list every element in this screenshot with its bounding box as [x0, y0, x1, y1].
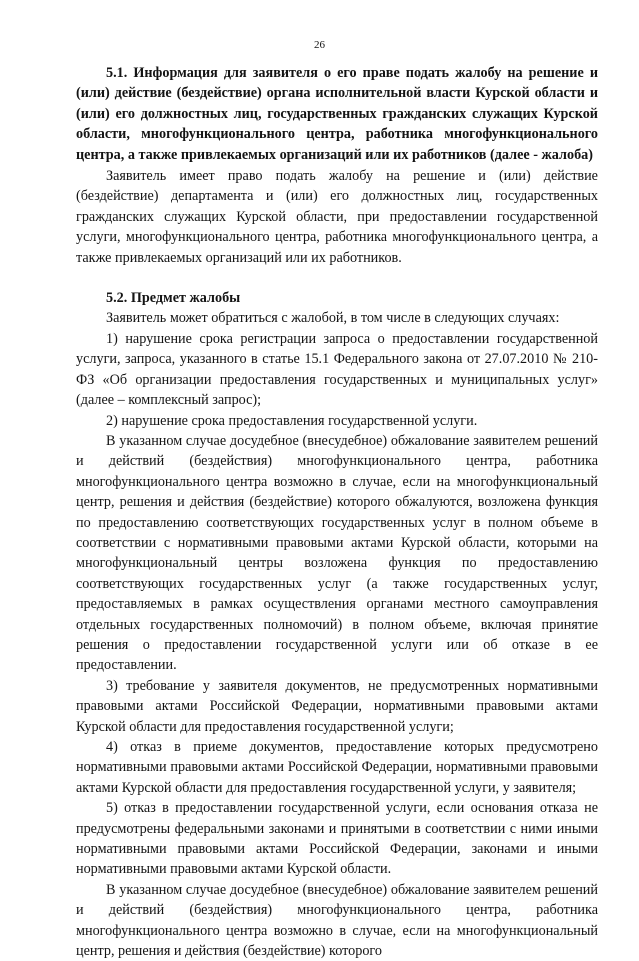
- list-item-4: 4) отказ в приеме документов, предоставление которых предусмотрено нормативными правовыми актами Российской Федерации, нормативными правовыми актами Курской области для предоставления государственной услуги, у заявителя;: [76, 739, 598, 796]
- list-item-1: 1) нарушение срока регистрации запроса о предоставлении государственной услуги, запроса, указанного в статье 15.1 Федерального закона от 27.07.2010 № 210-ФЗ «Об организации предоставления государственных и муниципальных услуг» (далее – комплексный запрос);: [76, 330, 598, 409]
- list-item-5: 5) отказ в предоставлении государственной услуги, если основания отказа не предусмотрены федеральными законами и принятыми в соответствии с ними иными нормативными правовыми актами Российской Федерации, законами и иными нормативными правовыми актами Курской области.: [76, 800, 598, 878]
- mfc-clause-paragraph: В указанном случае досудебное (внесудебное) обжалование заявителем решений и действий (бездействия) многофункционального центра, работника многофункционального центра возможно в случае, если на многофункциональный центр, решения и действия (бездействие) которого обжалуются, возложена функция по предоставлению соответствующих государственных услуг в полном объеме в соответствии с нормативными правовыми актами Курской области, которыми на многофункциональный центры возложена функция по предоставлению соответствующих государственных услуг (а также государственных услуг, предоставляемых в рамках осуществления органами местного самоуправления отдельных государственных полномочий) в полном объеме, включая принятие решения о предоставлении государственной услуги или об отказе в ее предоставлении.: [76, 432, 598, 674]
- section-spacer: [76, 268, 598, 288]
- list-item-3: 3) требование у заявителя документов, не предусмотренных нормативными правовыми актами Российской Федерации, нормативными правовыми актами Курской области для предоставления государственной услуги;: [76, 677, 598, 735]
- mfc-clause-paragraph-2: В указанном случае досудебное (внесудебное) обжалование заявителем решений и действий (бездействия) многофункционального центра, работника многофункционального центра возможно в случае, если на многофункциональный центр, решения и действия (бездействие) которого: [76, 881, 598, 960]
- section-5-2-heading: 5.2. Предмет жалобы: [106, 290, 241, 307]
- section-5-1-heading: 5.1. Информация для заявителя о его праве подать жалобу на решение и (или) действие (бездействие) органа исполнительной власти Курской области и (или) его должностных лиц, государственных гражданских служащих Курской области, многофункционального центра, работника многофункционального центра, а также привлекаемых организаций или их работников (далее - жалоба): [76, 65, 598, 163]
- page-number: 26: [314, 39, 325, 51]
- section-5-1-paragraph: Заявитель имеет право подать жалобу на решение и (или) действие (бездействие) департамента и (или) его должностных лиц, государственных гражданских служащих Курской области, при предоставлении государственной услуги, многофункционального центра, работника многофункционального центра, а также привлекаемых организаций или их работников.: [76, 168, 598, 266]
- document-body: [76, 63, 598, 961]
- list-item-2: 2) нарушение срока предоставления государственной услуги.: [106, 412, 478, 429]
- section-5-2-intro: Заявитель может обратиться с жалобой, в том числе в следующих случаях:: [106, 310, 560, 327]
